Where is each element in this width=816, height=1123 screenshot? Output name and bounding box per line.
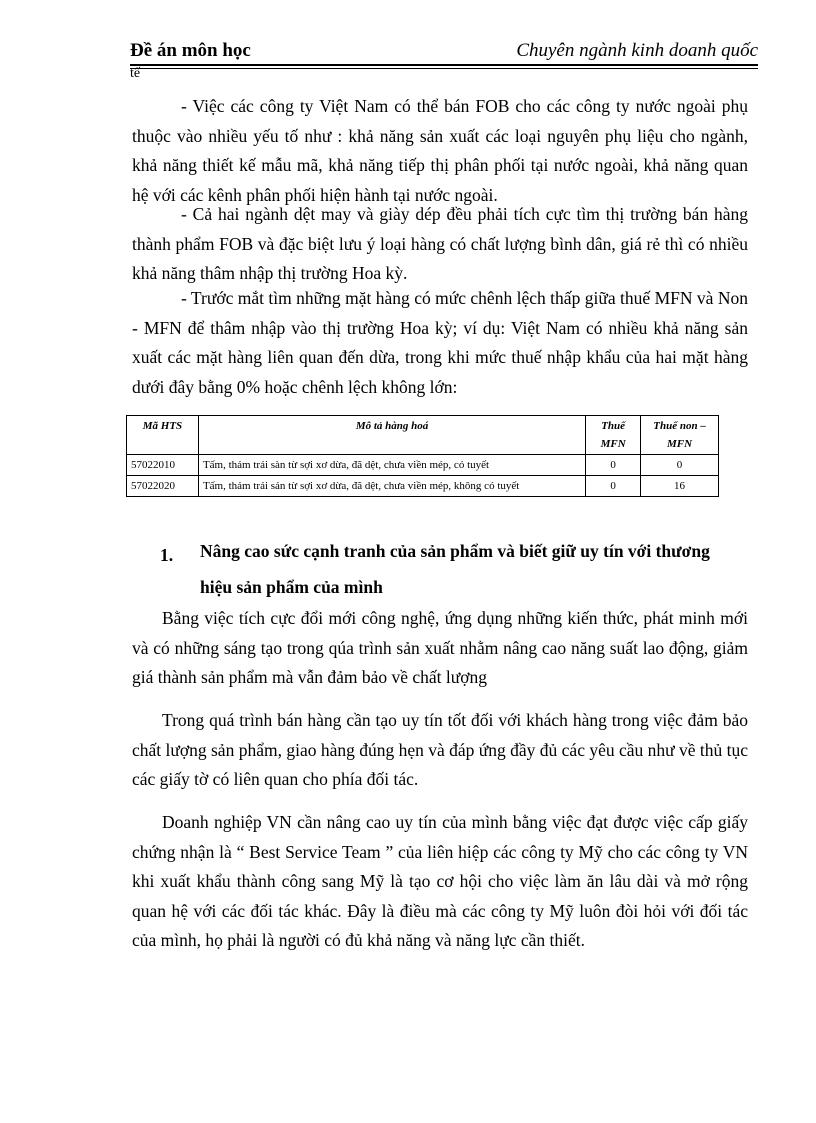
page-header [130, 40, 758, 80]
paragraph-reputation: Trong quá trình bán hàng cần tạo uy tín tốt đối với khách hàng trong việc đảm bảo chất lượng sản phẩm, giao hàng đúng hẹn và đáp ứng đầy đủ các yêu cầu như về thủ tục các giấy tờ có liên quan cho phía đối tác. [132, 710, 749, 789]
table-cell-mfn: 0 [586, 455, 641, 476]
table-header-non-mfn: Thuế non – MFN [641, 416, 719, 455]
paragraph-innovation: Bằng việc tích cực đổi mới công nghệ, ứng dụng những kiến thức, phát minh mới và có những sáng tạo trong qúa trình sản xuất nhằm nâng cao năng suất lao động, giảm giá thành sản phẩm mà vẫn đảm bảo về chất lượng [132, 608, 748, 687]
paragraph-textile-footwear: - Cả hai ngành dệt may và giày dép đều phải tích cực tìm thị trường bán hàng thành phẩm FOB và đặc biệt lưu ý loại hàng có chất lượng bình dân, giá rẻ thì có nhiều khả năng thâm nhập thị trường Hoa kỳ. [132, 204, 748, 283]
section-title-line1: Nâng cao sức cạnh tranh của sản phẩm và biết giữ uy tín với thương [200, 541, 710, 561]
table-header-row [127, 416, 719, 455]
table-header-hts: Mã HTS [127, 416, 199, 455]
table-cell-mfn: 0 [586, 476, 641, 497]
header-wrapped-word: tế [130, 66, 141, 81]
header-major-title: Chuyên ngành kinh doanh quốc [516, 40, 758, 61]
hts-tariff-table [126, 415, 719, 497]
table-header-description: Mô tả hàng hoá [198, 416, 585, 455]
table-row [127, 476, 719, 497]
table-cell-hts: 57022010 [127, 455, 199, 476]
table-cell-description: Tấm, thảm trải sàn từ sợi xơ dừa, đã dệt, chưa viền mép, có tuyết [198, 455, 585, 476]
table-cell-non-mfn: 0 [641, 455, 719, 476]
section-title-line2: hiệu sản phẩm của mình [200, 577, 383, 597]
header-course-title: Đề án môn học [130, 40, 251, 61]
paragraph-fob-factors: - Việc các công ty Việt Nam có thể bán FOB cho các công ty nước ngoài phụ thuộc vào nhiều yếu tố như : khả năng sản xuất các loại nguyên phụ liệu cho ngành, khả năng thiết kế mẫu mã, khả năng tiếp thị phân phối tại nước ngoài, khả năng quan hệ với các kênh phân phối hiện hành tại nước ngoài. [132, 96, 748, 205]
paragraph-best-service-team: Doanh nghiệp VN cần nâng cao uy tín của mình bằng việc đạt được việc cấp giấy chứng nhận là “ Best Service Team ” của liên hiệp các công ty Mỹ cho các công ty VN khi xuất khẩu thành công sang Mỹ là tạo cơ hội cho việc làm ăn lâu dài và mở rộng quan hệ với các đối tác khác. Đây là điều mà các công ty Mỹ luôn đòi hỏi với đối tác của mình, họ phải là người có đủ khả năng và năng lực cần thiết. [132, 812, 748, 950]
table-row [127, 455, 719, 476]
header-rule-thin [130, 68, 758, 69]
section-number: 1. [160, 545, 174, 565]
table-cell-non-mfn: 16 [641, 476, 719, 497]
paragraph-mfn-gap: - Trước mắt tìm những mặt hàng có mức chênh lệch thấp giữa thuế MFN và Non - MFN để thâm nhập vào thị trường Hoa kỳ; ví dụ: Việt Nam có nhiều khả năng sản xuất các mặt hàng liên quan đến dừa, trong khi mức thuế nhập khẩu của hai mặt hàng dưới đây bằng 0% hoặc chênh lệch không lớn: [132, 288, 748, 397]
table-cell-hts: 57022020 [127, 476, 199, 497]
table-header-mfn: Thuế MFN [586, 416, 641, 455]
header-rule-thick [130, 64, 758, 66]
table-cell-description: Tấm, thảm trải sản từ sợi xơ dừa, đã dệt, chưa viền mép, không có tuyết [198, 476, 585, 497]
